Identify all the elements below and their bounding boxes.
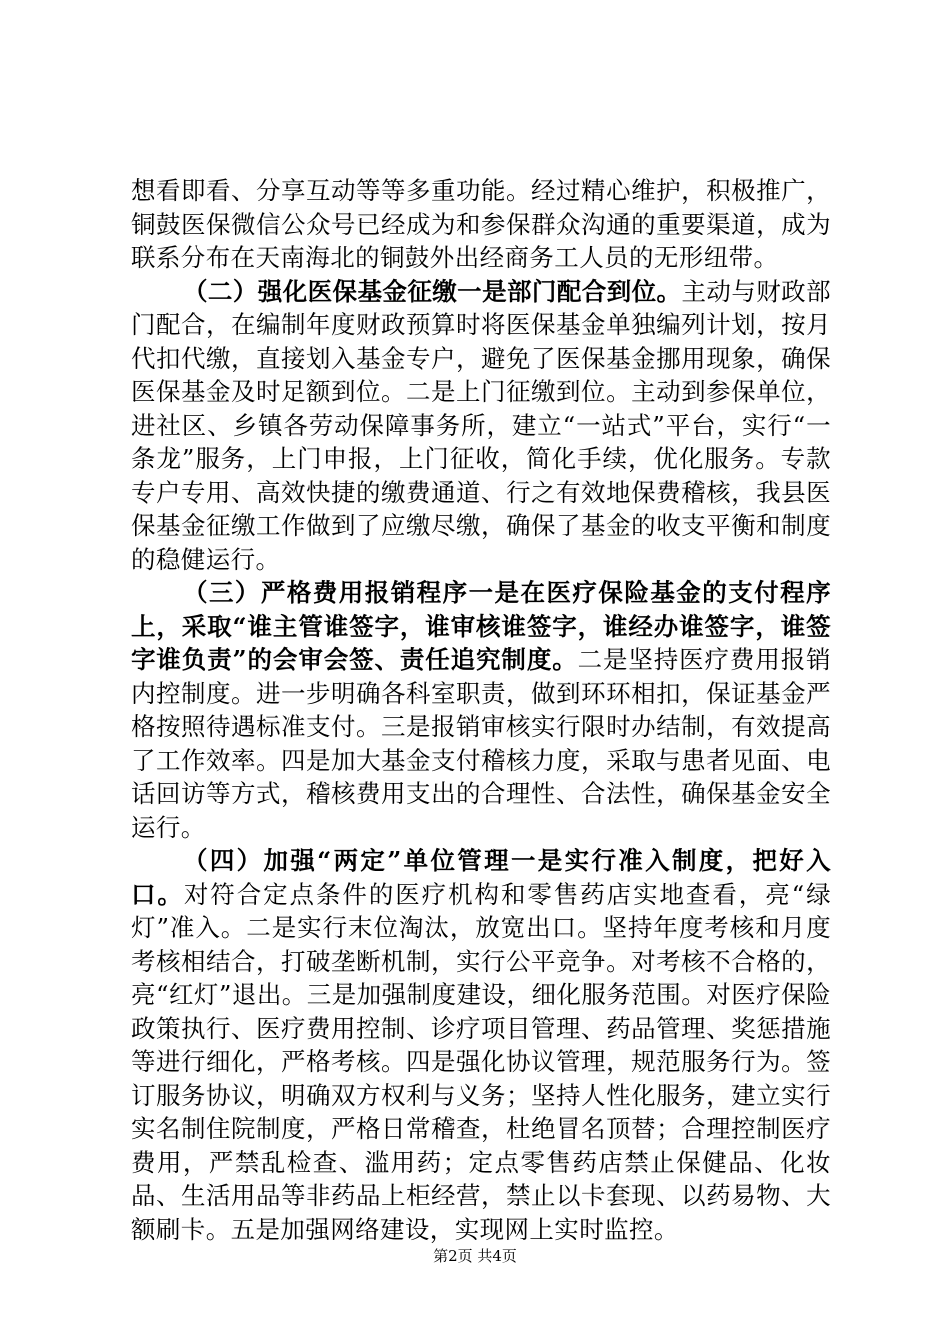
paragraph-section-4 [131, 844, 831, 1246]
paragraph-text: 主动与财政部门配合，在编制年度财政预算时将医保基金单独编列计划，按月代扣代缴，直接划入基金专户，避免了医保基金挪用现象，确保医保基金及时足额到位。二是上门征缴到位。主动到参保单位，进社区、乡镇各劳动保障事务所，建立“一站式”平台，实行“一条龙”服务，上门申报，上门征收，简化手续，优化服务。专款专户专用、高效快捷的缴费通道、行之有效地保费稽核，我县医保基金征缴工作做到了应缴尽缴，确保了基金的收支平衡和制度的稳健运行。 [131, 276, 832, 574]
paragraph-text: 对符合定点条件的医疗机构和零售药店实地查看，亮“绿灯”准入。二是实行末位淘汰，放宽出口。坚持年度考核和月度考核相结合，打破垄断机制，实行公平竞争。对考核不合格的，亮“红灯”退出。三是加强制度建设，细化服务范围。对医疗保险政策执行、医疗费用控制、诊疗项目管理、药品管理、奖惩措施等进行细化，严格考核。四是强化协议管理，规范服务行为。签订服务协议，明确双方权利与义务；坚持人性化服务，建立实行实名制住院制度，严格日常稽查，杜绝冒名顶替；合理控制医疗费用，严禁乱检查、滥用药；定点零售药店禁止保健品、化妆品、生活用品等非药品上柜经营，禁止以卡套现、以药易物、大额刷卡。五是加强网络建设，实现网上实时监控。 [131, 879, 831, 1244]
document-body [131, 174, 831, 1246]
paragraph-section-3 [131, 576, 831, 844]
section-heading: （二）强化医保基金征缴一是部门配合到位。 [183, 276, 682, 306]
page-number: 第2页 共4页 [433, 1247, 517, 1265]
section-heading: （四）加强“两定”单位管理一是实行准入制度，把好入口。 [131, 846, 831, 909]
paragraph-text: 想看即看、分享互动等等多重功能。经过精心维护，积极推广，铜鼓医保微信公众号已经成为和参保群众沟通的重要渠道，成为联系分布在天南海北的铜鼓外出经商务工人员的无形纽带。 [131, 176, 831, 272]
page-footer [0, 1246, 950, 1266]
section-heading: （三）严格费用报销程序一是在医疗保险基金的支付程序上，采取“谁主管谁签字，谁审核谁签字，谁经办谁签字，谁签字谁负责”的会审会签、责任追究制度。 [131, 578, 831, 674]
paragraph-text: 二是坚持医疗费用报销内控制度。进一步明确各科室职责，做到环环相扣，保证基金严格按照待遇标准支付。三是报销审核实行限时办结制，有效提高了工作效率。四是加大基金支付稽核力度，采取与患者见面、电话回访等方式，稽核费用支出的合理性、合法性，确保基金安全运行。 [131, 645, 831, 842]
paragraph-continuation [131, 174, 831, 275]
paragraph-section-2 [131, 275, 831, 577]
